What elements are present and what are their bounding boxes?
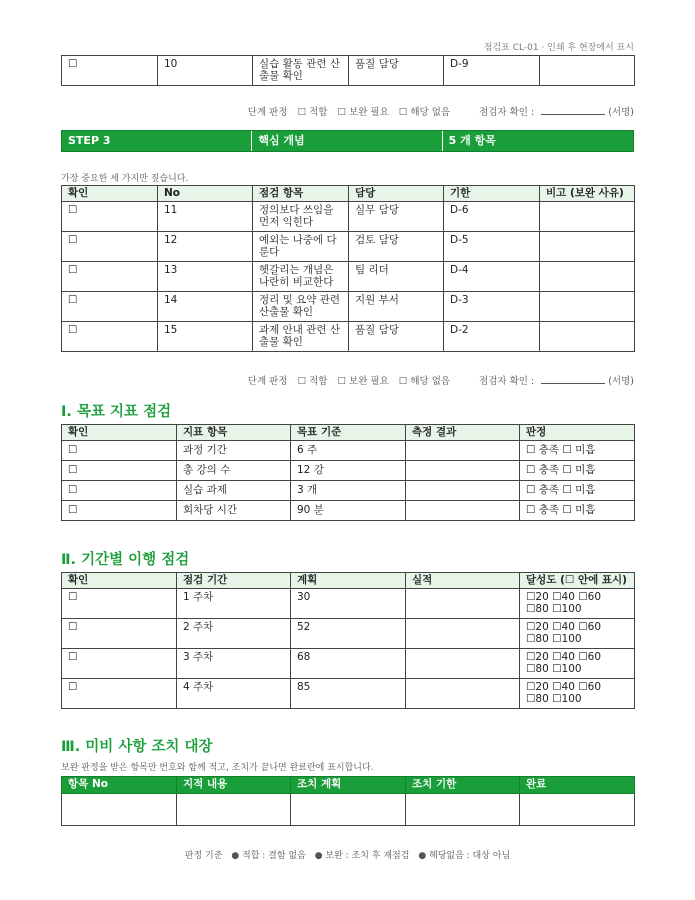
judgment-label: 단계 판정	[247, 107, 288, 118]
document-id: 점검표 CL-01 · 인쇄 후 현장에서 표시	[483, 43, 634, 53]
col-header-finding: 지적 내용	[177, 777, 291, 794]
item-text: 예외는 나중에 다룬다	[253, 232, 349, 262]
legend-na: ● 해당없음 : 대상 아님	[418, 851, 511, 861]
achievement-line-2[interactable]: ☐80 ☐100	[526, 603, 582, 615]
achievement-line-1[interactable]: ☐20 ☐40 ☐60	[526, 681, 601, 693]
col-header-verdict: 판정	[520, 425, 635, 441]
footer-legend	[61, 848, 634, 861]
section-title-goal: Ⅰ. 목표 지표 점검	[61, 404, 172, 420]
deadline-cell[interactable]	[406, 794, 520, 826]
table-row	[62, 481, 635, 501]
col-header-deadline: 조치 기한	[406, 777, 520, 794]
sign-label: (서명)	[608, 107, 634, 118]
actual-cell[interactable]	[406, 589, 520, 619]
plan: 85	[291, 679, 406, 709]
table-row	[62, 649, 635, 679]
result-cell[interactable]	[406, 461, 520, 481]
check-box[interactable]: ☐	[62, 56, 158, 86]
action-note: 보완 판정을 받은 항목만 번호와 함께 적고, 조치가 끝나면 완료란에 표시합니다.	[61, 763, 374, 773]
col-header-item: 점검 항목	[253, 186, 349, 202]
table-row	[62, 679, 635, 709]
achievement-line-1[interactable]: ☐20 ☐40 ☐60	[526, 591, 601, 603]
goal-table	[61, 424, 635, 521]
achievement-options[interactable]	[520, 649, 635, 679]
col-header-period: 점검 기간	[177, 573, 291, 589]
judgment-option-fix[interactable]: ☐ 보완 필요	[337, 376, 389, 387]
col-header-target: 목표 기준	[291, 425, 406, 441]
step-count: 5 개 항목	[448, 134, 496, 147]
col-header-achievement: 달성도 (☐ 안에 표시)	[520, 573, 635, 589]
item-number: 11	[158, 202, 253, 232]
result-cell[interactable]	[406, 501, 520, 521]
item-number: 10	[158, 56, 253, 86]
period: 3 주차	[177, 649, 291, 679]
verdict-options[interactable]: ☐ 충족 ☐ 미흡	[520, 501, 635, 521]
item-text: 헷갈리는 개념은 나란히 비교한다	[253, 262, 349, 292]
check-box[interactable]: ☐	[62, 589, 177, 619]
col-header-actual: 실적	[406, 573, 520, 589]
item-text: 실습 활동 관련 산출물 확인	[253, 56, 349, 86]
col-header-remark: 비고 (보완 사유)	[540, 186, 635, 202]
check-box[interactable]: ☐	[62, 461, 177, 481]
period: 4 주차	[177, 679, 291, 709]
owner: 검토 담당	[349, 232, 444, 262]
col-header-indicator: 지표 항목	[177, 425, 291, 441]
remark-cell[interactable]	[540, 232, 635, 262]
judgment-option-pass[interactable]: ☐ 적합	[297, 107, 328, 118]
remark-cell[interactable]	[540, 322, 635, 352]
signature-line[interactable]	[541, 374, 605, 384]
target: 6 주	[291, 441, 406, 461]
achievement-line-2[interactable]: ☐80 ☐100	[526, 693, 582, 705]
table-row	[62, 262, 635, 292]
achievement-line-1[interactable]: ☐20 ☐40 ☐60	[526, 651, 601, 663]
owner: 품질 담당	[349, 56, 444, 86]
achievement-options[interactable]	[520, 679, 635, 709]
item-number: 12	[158, 232, 253, 262]
verdict-options[interactable]: ☐ 충족 ☐ 미흡	[520, 441, 635, 461]
due: D-4	[444, 262, 540, 292]
judgment-option-pass[interactable]: ☐ 적합	[297, 376, 328, 387]
col-header-result: 측정 결과	[406, 425, 520, 441]
done-cell[interactable]	[520, 794, 635, 826]
plan: 52	[291, 619, 406, 649]
check-box[interactable]: ☐	[62, 232, 158, 262]
period: 2 주차	[177, 619, 291, 649]
judgment-option-na[interactable]: ☐ 해당 없음	[398, 376, 451, 387]
result-cell[interactable]	[406, 481, 520, 501]
actual-cell[interactable]	[406, 649, 520, 679]
achievement-line-2[interactable]: ☐80 ☐100	[526, 663, 582, 675]
table-row	[62, 619, 635, 649]
check-box[interactable]: ☐	[62, 619, 177, 649]
legend-label: 판정 기준	[184, 851, 223, 861]
achievement-line-1[interactable]: ☐20 ☐40 ☐60	[526, 621, 601, 633]
indicator: 총 강의 수	[177, 461, 291, 481]
signature-line[interactable]	[541, 105, 605, 115]
col-header-done: 완료	[520, 777, 635, 794]
table-row	[62, 56, 635, 86]
check-box[interactable]: ☐	[62, 649, 177, 679]
item-text: 정의보다 쓰임을 먼저 익힌다	[253, 202, 349, 232]
table-row	[62, 501, 635, 521]
due: D-5	[444, 232, 540, 262]
section-title-action: Ⅲ. 미비 사항 조치 대장	[61, 739, 213, 755]
table-row	[62, 461, 635, 481]
legend-pass: ● 적합 : 결함 없음	[231, 851, 306, 861]
step-title: 핵심 개념	[252, 131, 442, 151]
check-box[interactable]: ☐	[62, 441, 177, 461]
due: D-3	[444, 292, 540, 322]
col-header-owner: 담당	[349, 186, 444, 202]
step-number: STEP 3	[62, 131, 252, 151]
plan: 68	[291, 649, 406, 679]
item-number: 13	[158, 262, 253, 292]
period: 1 주차	[177, 589, 291, 619]
period-table	[61, 572, 635, 709]
judgment-option-fix[interactable]: ☐ 보완 필요	[337, 107, 389, 118]
item-text: 정리 및 요약 관련 산출물 확인	[253, 292, 349, 322]
table-row	[62, 232, 635, 262]
plan: 30	[291, 589, 406, 619]
step2-last-row-table	[61, 55, 635, 86]
verdict-options[interactable]: ☐ 충족 ☐ 미흡	[520, 461, 635, 481]
col-header-no: No	[158, 186, 253, 202]
col-header-check: 확인	[62, 573, 177, 589]
owner: 지원 부서	[349, 292, 444, 322]
col-header-check: 확인	[62, 425, 177, 441]
check-box[interactable]: ☐	[62, 202, 158, 232]
indicator: 회차당 시간	[177, 501, 291, 521]
judgment-label: 단계 판정	[247, 376, 288, 387]
indicator: 과정 기간	[177, 441, 291, 461]
check-box[interactable]: ☐	[62, 501, 177, 521]
table-row	[62, 202, 635, 232]
step-judgment-line	[241, 373, 634, 387]
step3-bar	[61, 130, 634, 152]
check-box[interactable]: ☐	[62, 292, 158, 322]
sign-label: (서명)	[608, 376, 634, 387]
result-cell[interactable]	[406, 441, 520, 461]
checker-label: 점검자 확인 :	[479, 107, 535, 118]
action-table	[61, 776, 635, 826]
table-row	[62, 292, 635, 322]
due: D-9	[444, 56, 540, 86]
col-header-plan: 계획	[291, 573, 406, 589]
legend-fix: ● 보완 : 조치 후 재점검	[314, 851, 410, 861]
check-box[interactable]: ☐	[62, 262, 158, 292]
checker-label: 점검자 확인 :	[479, 376, 535, 387]
actual-cell[interactable]	[406, 619, 520, 649]
verdict-options[interactable]: ☐ 충족 ☐ 미흡	[520, 481, 635, 501]
indicator: 실습 과제	[177, 481, 291, 501]
achievement-options[interactable]	[520, 619, 635, 649]
due: D-2	[444, 322, 540, 352]
item-no-cell[interactable]	[62, 794, 177, 826]
col-header-plan: 조치 계획	[291, 777, 406, 794]
check-box[interactable]: ☐	[62, 679, 177, 709]
owner: 팀 리더	[349, 262, 444, 292]
item-number: 15	[158, 322, 253, 352]
col-header-due: 기한	[444, 186, 540, 202]
col-header-item-no: 항목 No	[62, 777, 177, 794]
owner: 실무 담당	[349, 202, 444, 232]
check-box[interactable]: ☐	[62, 481, 177, 501]
remark-cell[interactable]	[540, 56, 635, 86]
col-header-check: 확인	[62, 186, 158, 202]
item-number: 14	[158, 292, 253, 322]
remark-cell[interactable]	[540, 202, 635, 232]
remark-cell[interactable]	[540, 292, 635, 322]
achievement-line-2[interactable]: ☐80 ☐100	[526, 633, 582, 645]
table-row	[62, 794, 635, 826]
finding-cell[interactable]	[177, 794, 291, 826]
table-row	[62, 322, 635, 352]
target: 90 분	[291, 501, 406, 521]
section-title-period: Ⅱ. 기간별 이행 점검	[61, 552, 190, 568]
step-judgment-line	[241, 104, 634, 118]
achievement-options[interactable]	[520, 589, 635, 619]
check-box[interactable]: ☐	[62, 322, 158, 352]
table-row	[62, 589, 635, 619]
step3-note: 가장 중요한 세 가지만 짚습니다.	[61, 174, 189, 184]
table-row	[62, 441, 635, 461]
judgment-option-na[interactable]: ☐ 해당 없음	[398, 107, 451, 118]
item-text: 과제 안내 관련 산출물 확인	[253, 322, 349, 352]
target: 12 강	[291, 461, 406, 481]
plan-cell[interactable]	[291, 794, 406, 826]
actual-cell[interactable]	[406, 679, 520, 709]
due: D-6	[444, 202, 540, 232]
owner: 품질 담당	[349, 322, 444, 352]
remark-cell[interactable]	[540, 262, 635, 292]
step3-table	[61, 185, 635, 352]
target: 3 개	[291, 481, 406, 501]
